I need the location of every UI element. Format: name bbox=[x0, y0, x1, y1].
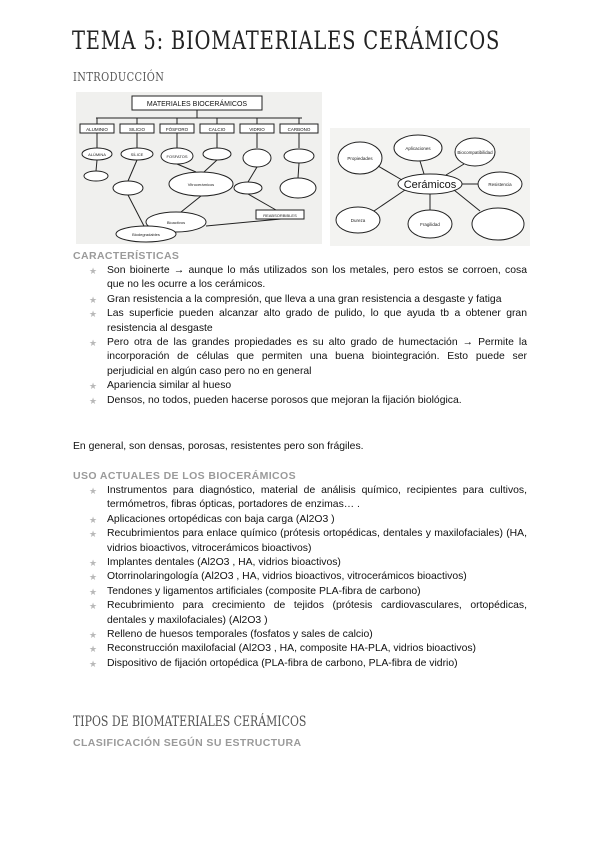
page-title: TEMA 5: BIOMATERIALES CERÁMICOS bbox=[72, 26, 501, 55]
diagram-row1-item: CARBONO bbox=[287, 127, 311, 132]
list-item-text: Implantes dentales (Al2O3 , HA, vidrios bioactivos) bbox=[107, 557, 341, 569]
list-item-text: Pero otra de las grandes propiedades es su alto grado de humectación → Permite la incorporación de células que permiten una buena biointegración. Esto puede ser perjudicial en algún caso pero no en general bbox=[107, 337, 527, 377]
list-item bbox=[73, 585, 527, 599]
tipos-heading: TIPOS DE BIOMATERIALES CERÁMICOS bbox=[73, 714, 307, 730]
star-bullet-icon: ★ bbox=[89, 514, 98, 525]
star-bullet-icon: ★ bbox=[89, 644, 98, 655]
list-item bbox=[73, 293, 527, 307]
list-item-text: Apariencia similar al hueso bbox=[107, 380, 232, 392]
star-bullet-icon: ★ bbox=[89, 558, 98, 569]
mindmap-center-label: Cerámicos bbox=[403, 179, 457, 191]
diagram-node-label: Biodegradables bbox=[132, 232, 160, 237]
star-bullet-icon: ★ bbox=[89, 294, 98, 305]
mindmap-node-label: Propiedades bbox=[347, 156, 373, 161]
diagram-row1-item: CALCIO bbox=[208, 127, 226, 132]
star-bullet-icon: ★ bbox=[89, 572, 98, 583]
list-item bbox=[73, 307, 527, 336]
list-item-text: Dispositivo de fijación ortopédica (PLA-fibra de carbono, PLA-fibra de vidrio) bbox=[107, 657, 458, 669]
list-item-text: Reconstrucción maxilofacial (Al2O3 , HA, composite HA-PLA, vidrios bioactivos) bbox=[107, 643, 477, 655]
list-item bbox=[73, 264, 527, 293]
diagram-node-label: SÍLICE bbox=[130, 152, 144, 157]
list-item-text: Recubrimiento para crecimiento de tejidos (prótesis cardiovasculares, ortopédicas, dentales y maxilofaciales) (Al2O3 ) bbox=[107, 600, 527, 626]
characteristics-heading: CARACTERÍSTICAS bbox=[73, 250, 180, 262]
diagram-node-label: FOSFATOS bbox=[166, 154, 188, 159]
diagram-row1-item: FÓSFORO bbox=[165, 127, 189, 132]
list-item bbox=[73, 379, 527, 393]
list-item-text: Las superficie pueden alcanzar alto grado de pulido, lo que ayuda tb a obtener gran resistencia al desgaste bbox=[107, 308, 527, 334]
mindmap-node-label: Resistencia bbox=[488, 182, 512, 187]
list-item-text: Instrumentos para diagnóstico, material de análisis químico, recipientes para cultivos, termómetros, fibras ópticas, portadores de enzimas… . bbox=[107, 485, 527, 511]
summary-paragraph: En general, son densas, porosas, resistentes pero son frágiles. bbox=[73, 441, 364, 452]
diagram-node-label: Vitrocerámicos bbox=[187, 182, 215, 187]
list-item-text: Relleno de huesos temporales (fosfatos y sales de calcio) bbox=[107, 629, 373, 641]
list-item bbox=[73, 527, 527, 556]
uses-heading: USO ACTUALES DE LOS BIOCERÁMICOS bbox=[73, 470, 297, 482]
star-bullet-icon: ★ bbox=[89, 586, 98, 597]
star-bullet-icon: ★ bbox=[89, 266, 98, 276]
star-bullet-icon: ★ bbox=[89, 630, 98, 641]
list-item bbox=[73, 628, 527, 642]
diagram-row1-item: VIDRIO bbox=[249, 127, 265, 132]
diagram-top-label: MATERIALES BIOCERÁMICOS bbox=[146, 101, 248, 108]
list-item-text: Gran resistencia a la compresión, que lleva a una gran resistencia a desgaste y fatiga bbox=[107, 293, 502, 305]
list-item-text: Tendones y ligamentos artificiales (composite PLA-fibra de carbono) bbox=[107, 585, 421, 597]
list-item-text: Otorrinolaringología (Al2O3 , HA, vidrios bioactivos, vitrocerámicos bioactivos) bbox=[107, 571, 467, 583]
list-item-text: Son bioinerte → aunque lo más utilizados son los metales, pero estos se corroen, cosa que no les ocurre a los cerámicos. bbox=[107, 265, 527, 291]
intro-heading: INTRODUCCIÓN bbox=[73, 70, 165, 84]
star-bullet-icon: ★ bbox=[89, 529, 98, 540]
diagram-node-label: REABSORBIBLES bbox=[263, 213, 297, 218]
bioceramics-diagram-figure bbox=[76, 92, 322, 244]
list-item bbox=[73, 657, 527, 671]
list-item-text: Densos, no todos, pueden hacerse porosos que mejoran la fijación biológica. bbox=[107, 394, 462, 406]
ceramics-mindmap-figure bbox=[330, 128, 530, 246]
diagram-row1-item: ALUMINIO bbox=[86, 127, 108, 132]
list-item-text: Recubrimientos para enlace químico (prótesis ortopédicas, dentales y maxilofaciales) (HA, vidrios bioactivos, vitrocerámicos bioactivos) bbox=[107, 528, 527, 554]
star-bullet-icon: ★ bbox=[89, 338, 98, 349]
mindmap-node-label: Aplicaciones bbox=[405, 146, 431, 151]
star-bullet-icon: ★ bbox=[89, 309, 98, 320]
star-bullet-icon: ★ bbox=[89, 395, 98, 406]
mindmap-node-label: Dureza bbox=[350, 218, 366, 223]
list-item bbox=[73, 484, 527, 513]
list-item bbox=[73, 599, 527, 628]
uses-list bbox=[73, 484, 527, 671]
characteristics-list bbox=[73, 264, 527, 408]
mindmap-node-label: Fragilidad bbox=[420, 222, 440, 227]
list-item bbox=[73, 513, 527, 527]
list-item bbox=[73, 642, 527, 656]
star-bullet-icon: ★ bbox=[89, 601, 98, 612]
list-item bbox=[73, 394, 527, 408]
list-item bbox=[73, 556, 527, 570]
mindmap-node-label: Biocompatibilidad bbox=[457, 150, 493, 155]
star-bullet-icon: ★ bbox=[89, 658, 98, 669]
star-bullet-icon: ★ bbox=[89, 486, 98, 496]
clasificacion-heading: CLASIFICACIÓN SEGÚN SU ESTRUCTURA bbox=[73, 737, 302, 749]
diagram-node-label: ALÚMINA bbox=[88, 152, 106, 157]
list-item bbox=[73, 336, 527, 379]
list-item bbox=[73, 570, 527, 584]
diagram-node-label: Bioactivos bbox=[166, 220, 186, 225]
star-bullet-icon: ★ bbox=[89, 381, 98, 392]
diagram-row1-item: SILICIO bbox=[128, 127, 146, 132]
list-item-text: Aplicaciones ortopédicas con baja carga (Al2O3 ) bbox=[107, 513, 335, 525]
